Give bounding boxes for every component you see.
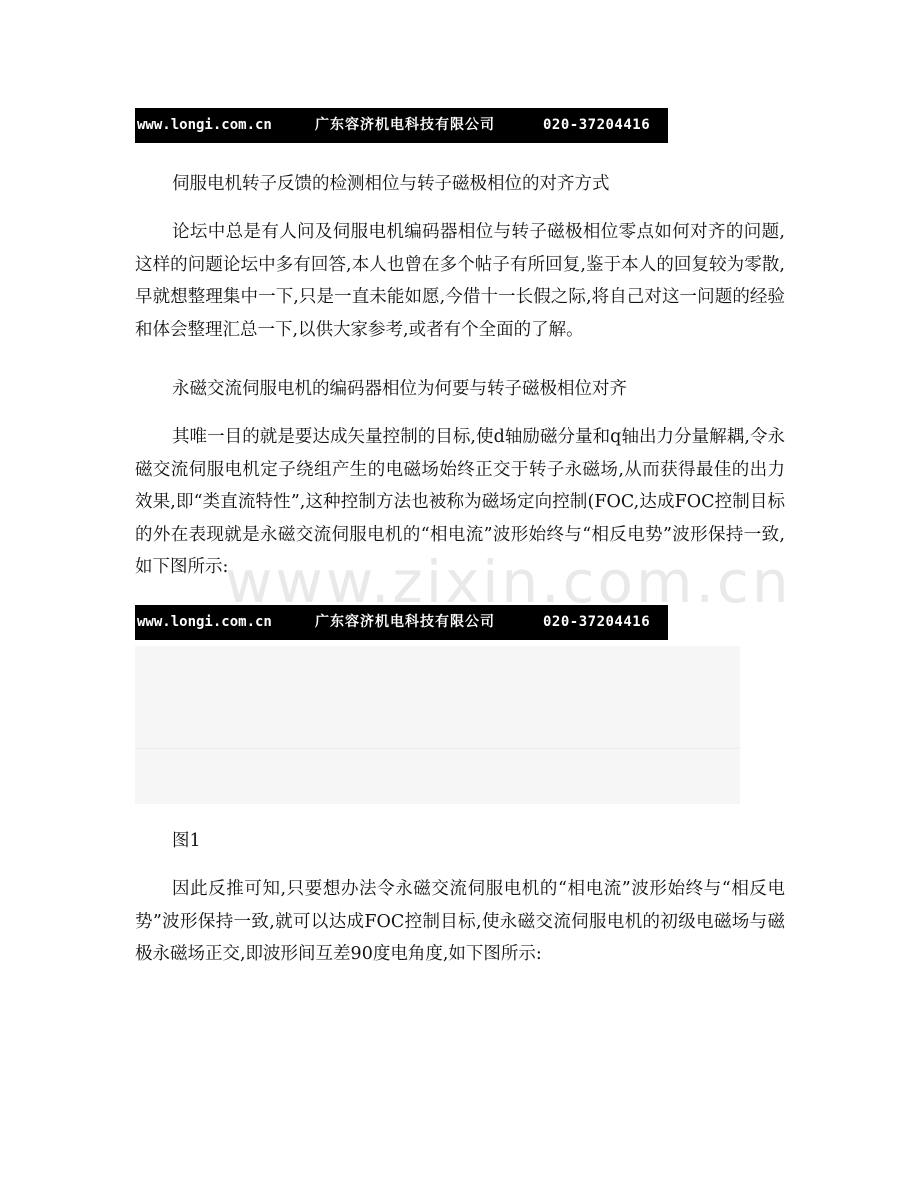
- body-paragraph-inference: 因此反推可知,只要想办法令永磁交流伺服电机的“相电流”波形始终与“相反电势”波形保持一致,就可以达成FOC控制目标,使永磁交流伺服电机的初级电磁场与磁极永磁场正交,即波形间互差90度电角度,如下图所示:: [135, 879, 785, 964]
- banner-company: 广东容济机电科技有限公司: [315, 614, 495, 630]
- header-banner: [135, 108, 668, 143]
- intro-paragraph: 论坛中总是有人问及伺服电机编码器相位与转子磁极相位零点如何对齐的问题,这样的问题论坛中多有回答,本人也曾在多个帖子有所回复,鉴于本人的回复较为零散,早就想整理集中一下,只是一直未能如愿,今借十一长假之际,将自己对这一问题的经验和体会整理汇总一下,以供大家参考,或者有个全面的了解。: [135, 222, 785, 340]
- figure-caption: 图1: [172, 831, 201, 851]
- figure-divider: [135, 748, 740, 749]
- banner-phone: 020-37204416: [543, 614, 651, 630]
- banner-url: www.longi.com.cn: [137, 117, 272, 133]
- section-title-alignment: 伺服电机转子反馈的检测相位与转子磁极相位的对齐方式: [172, 174, 610, 194]
- section-title-why-align: 永磁交流伺服电机的编码器相位为何要与转子磁极相位对齐: [172, 379, 627, 399]
- figure-1-image: [135, 646, 740, 804]
- mid-banner: [135, 605, 668, 640]
- banner-company: 广东容济机电科技有限公司: [315, 117, 495, 133]
- banner-url: www.longi.com.cn: [137, 614, 272, 630]
- banner-phone: 020-37204416: [543, 117, 651, 133]
- body-paragraph-foc: 其唯一目的就是要达成矢量控制的目标,使d轴励磁分量和q轴出力分量解耦,令永磁交流伺服电机定子绕组产生的电磁场始终正交于转子永磁场,从而获得最佳的出力效果,即“类直流特性”,这种控制方法也被称为磁场定向控制(FOC,达成FOC控制目标的外在表现就是永磁交流伺服电机的“相电流”波形始终与“相反电势”波形保持一致,如下图所示:: [135, 427, 785, 577]
- watermark-text: www.zixin.com.cn: [225, 548, 792, 616]
